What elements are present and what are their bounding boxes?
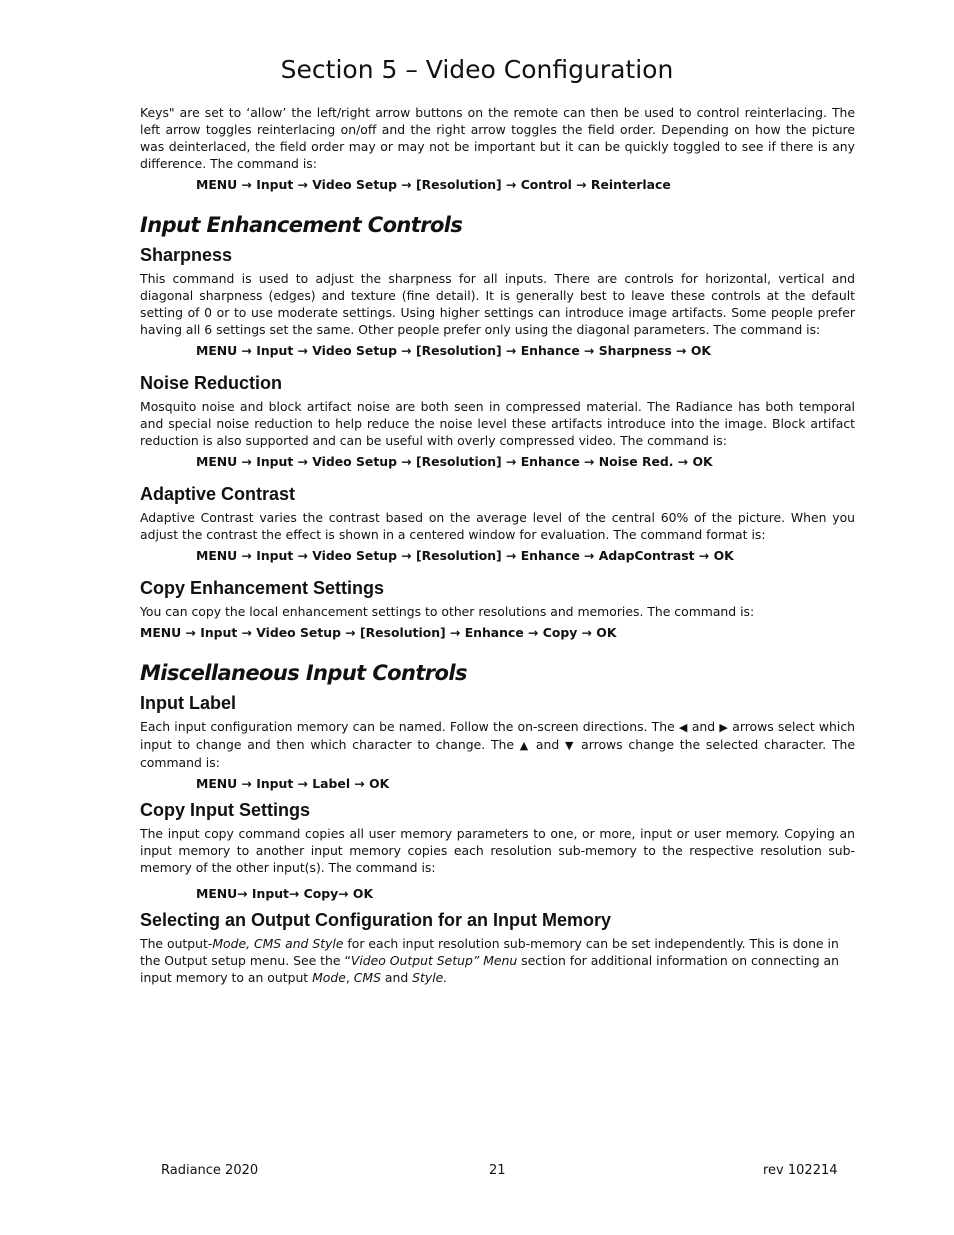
noise-reduction-heading: Noise Reduction [140,373,283,393]
up-arrow-icon: ▲ [519,739,531,752]
output-config-heading: Selecting an Output Configuration for an Input Memory [140,910,611,930]
input-label-command: MENU → Input → Label → OK [196,776,390,791]
page-title: Section 5 – Video Configuration [280,55,674,84]
copy-input-heading: Copy Input Settings [140,800,310,820]
input-label-paragraph: Each input configuration memory can be named. Follow the on-screen directions. The ◀ and ▶ arrows select which input to change and then which character to change. The ▲ and ▼ arrows change the selected character. The command is: [140,719,856,770]
copy-enhancement-command: MENU → Input → Video Setup → [Resolution] → Enhance → Copy → OK [140,625,617,640]
adaptive-contrast-command: MENU → Input → Video Setup → [Resolution] → Enhance → AdapContrast → OK [196,548,734,563]
footer-page-number: 21 [489,1163,506,1178]
reinterlace-command: MENU → Input → Video Setup → [Resolution] → Control → Reinterlace [196,177,671,192]
output-config-paragraph: The output-Mode, CMS and Style for each input resolution sub-memory can be set independently. This is done in the Output setup menu. See the “Video Output Setup” Menu section for additional information on connecting an input memory to an output Mode, CMS and Style. [140,936,839,985]
right-arrow-icon: ▶ [719,721,729,734]
sharpness-heading: Sharpness [140,245,233,265]
misc-input-heading: Miscellaneous Input Controls [140,661,467,685]
adaptive-contrast-paragraph: Adaptive Contrast varies the contrast based on the average level of the central 60% of the picture. When you adjust the contrast the effect is shown in a centered window for evaluation. The command format is: [140,510,855,542]
sharpness-paragraph: This command is used to adjust the sharpness for all inputs. There are controls for horizontal, vertical and diagonal sharpness (edges) and texture (fine detail). It is generally best to leave these controls at the default setting of 0 or to use moderate settings. Using higher settings can introduce image artifacts. Some people prefer having all 6 settings set the same. Other people prefer only using the diagonal parameters. The command is: [140,271,855,337]
adaptive-contrast-heading: Adaptive Contrast [140,484,296,504]
noise-reduction-command: MENU → Input → Video Setup → [Resolution] → Enhance → Noise Red. → OK [196,454,713,469]
footer-revision: rev 102214 [763,1163,838,1178]
copy-enhancement-paragraph: You can copy the local enhancement settings to other resolutions and memories. The command is: [140,604,755,619]
input-label-heading: Input Label [140,693,236,713]
intro-paragraph: Keys" are set to ‘allow’ the left/right arrow buttons on the remote can then be used to control reinterlacing. The left arrow toggles reinterlacing on/off and the right arrow toggles the field order. Depending on how the picture was deinterlaced, the field order may or may not be important but it can be quickly toggled to see if there is any difference. The command is: [140,105,855,171]
sharpness-command: MENU → Input → Video Setup → [Resolution] → Enhance → Sharpness → OK [196,343,711,358]
down-arrow-icon: ▼ [565,739,576,752]
input-enhancement-heading: Input Enhancement Controls [140,213,463,237]
copy-enhancement-heading: Copy Enhancement Settings [140,578,385,598]
left-arrow-icon: ◀ [678,721,688,734]
copy-input-paragraph: The input copy command copies all user memory parameters to one, or more, input or user memory. Copying an input memory to another input memory copies each resolution sub-memory to the respective resolution sub-memory of the other input(s). The command is: [140,826,855,875]
copy-input-command: MENU→ Input→ Copy→ OK [196,886,374,901]
noise-reduction-paragraph: Mosquito noise and block artifact noise are both seen in compressed material. The Radiance has both temporal and special noise reduction to help reduce the noise level these artifacts introduce into the image. Block artifact reduction is also supported and can be useful with overly compressed video. The command is: [140,399,855,448]
page-content [140,104,855,986]
footer-product: Radiance 2020 [161,1163,259,1178]
